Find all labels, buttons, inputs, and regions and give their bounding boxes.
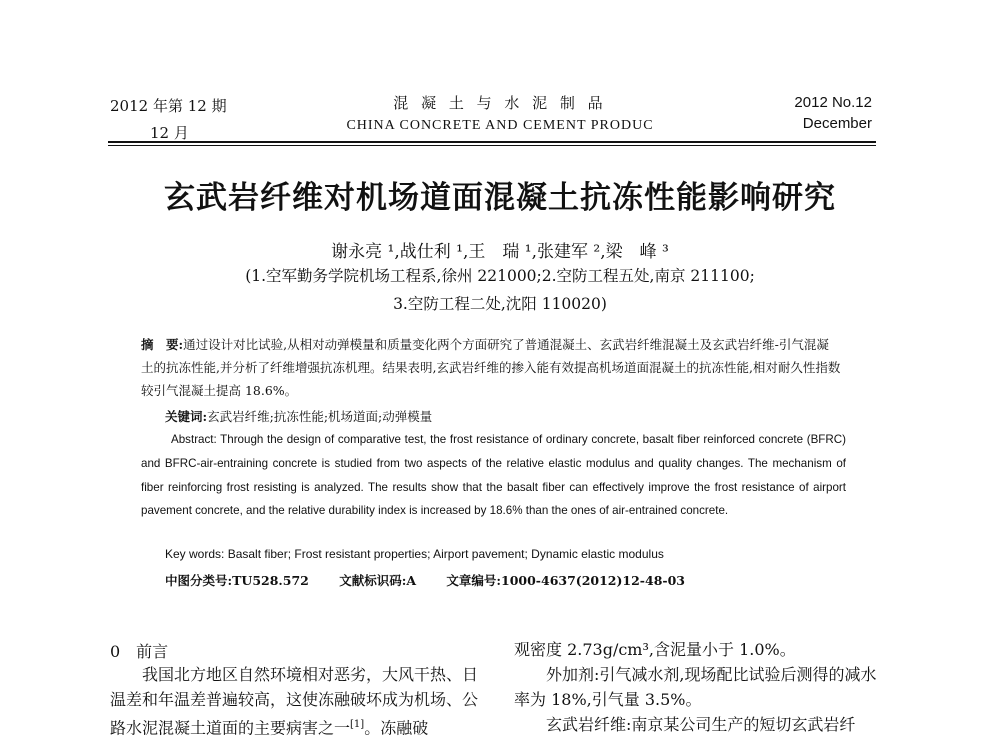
paragraph: 外加剂:引气减水剂,现场配比试验后测得的减水率为 18%,引气量 3.5%。: [514, 665, 877, 709]
month-cn: 12 月: [150, 124, 189, 142]
class-number: 中图分类号:TU528.572: [165, 573, 309, 588]
document-code: 文献标识码:A: [339, 573, 417, 588]
paragraph: 观密度 2.73g/cm³,含泥量小于 1.0%。: [514, 640, 796, 659]
paragraph: 玄武岩纤维:南京某公司生产的短切玄武岩纤: [546, 715, 856, 734]
affiliation-line: (1.空军勤务学院机场工程系,徐州 221000;2.空防工程五处,南京 211100;: [245, 267, 755, 285]
journal-name: [330, 92, 670, 134]
issue-en: 2012 No.12: [794, 94, 872, 111]
journal-name-en: CHINA CONCRETE AND CEMENT PRODUC: [346, 118, 654, 133]
author-list: 谢永亮 ¹,战仕利 ¹,王 瑞 ¹,张建军 ²,梁 峰 ³: [331, 242, 669, 262]
issue-cn: 2012 年第 12 期: [110, 97, 227, 115]
abstract-en: Abstract: Through the design of comparative test, the frost resistance of ordinary concrete, basalt fiber reinforced concrete (BFRC) and BFRC-air-entraining concrete is studied from two aspects of the relative elastic modulus and quality changes. The mechanism of fiber reinforcing frost resisting is analyzed. The results show that the basalt fiber can effectively improve the frost resistance of airport pavement concrete, and the relative durability index is increased by 18.6% than the ones of air-entrained concrete.: [141, 433, 846, 518]
citation-ref: [1]: [350, 719, 365, 730]
header-rule-thick: [108, 141, 876, 143]
classification-line: [165, 571, 711, 589]
paragraph-text: 我国北方地区自然环境相对恶劣，大风干热、日温差和年温差普遍较高，这使冻融破坏成为机场、公路水泥混凝土道面的主要病害之一: [110, 665, 479, 738]
affiliations: [0, 262, 1000, 318]
article-number: 文章编号:1000-4637(2012)12-48-03: [446, 573, 685, 588]
body-left-column: [110, 662, 490, 740]
abstract-cn-label: 摘 要:: [141, 337, 184, 352]
issue-info-cn: [110, 95, 227, 143]
keywords-en: Key words: Basalt fiber; Frost resistant properties; Airport pavement; Dynamic elastic modulus: [165, 547, 664, 561]
keywords-cn: [165, 407, 432, 425]
abstract-cn: [141, 333, 841, 402]
affiliation-line: 3.空防工程二处,沈阳 110020): [393, 295, 607, 313]
issue-info-en: [794, 90, 872, 132]
keywords-cn-label: 关键词:: [165, 409, 208, 424]
section-heading: 0 前言: [110, 642, 169, 661]
article-title: 玄武岩纤维对机场道面混凝土抗冻性能影响研究: [164, 180, 836, 216]
month-en: December: [802, 115, 872, 132]
paragraph: [110, 662, 490, 740]
keywords-cn-text: 玄武岩纤维;抗冻性能;机场道面;动弹模量: [207, 409, 433, 424]
journal-name-cn: 混 凝 土 与 水 泥 制 品: [393, 94, 607, 112]
header-rule-thin: [108, 145, 876, 146]
body-right-column: [514, 637, 889, 737]
paragraph-tail: 。冻融破: [364, 718, 429, 738]
abstract-cn-text: 通过设计对比试验,从相对动弹模量和质量变化两个方面研究了普通混凝土、玄武岩纤维混凝土及玄武岩纤维-引气混凝土的抗冻性能,并分析了纤维增强抗冻机理。结果表明,玄武岩纤维的掺入能有效提高机场道面混凝土的抗冻性能,相对耐久性指数较引气混凝土提高 18.6%。: [141, 337, 841, 398]
